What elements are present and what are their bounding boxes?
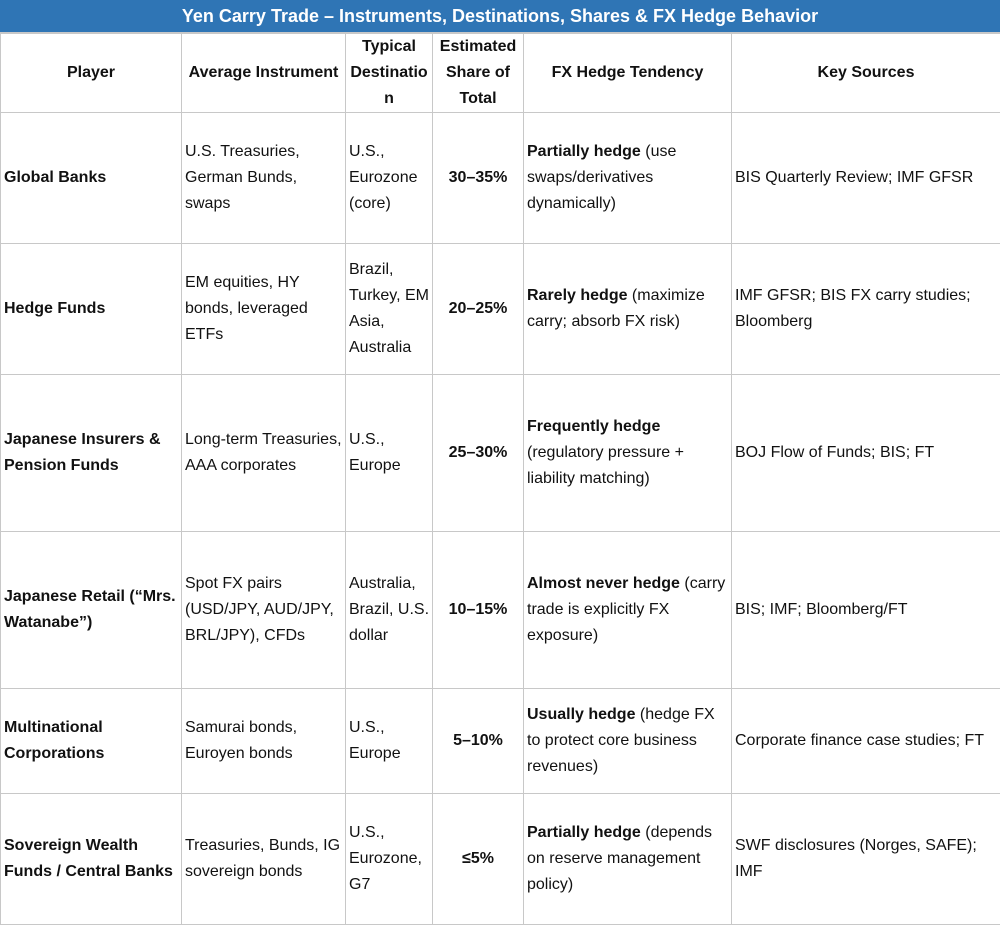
header-instrument: Average Instrument: [182, 34, 346, 113]
hedge-detail: (depends on reserve management policy): [527, 824, 712, 893]
table-row: [1, 244, 1000, 375]
cell-hedge: [524, 532, 732, 689]
header-destination: Typical Destination: [346, 34, 433, 113]
cell-share: ≤5%: [433, 794, 524, 925]
cell-share: 10–15%: [433, 532, 524, 689]
hedge-level: Almost never hedge: [527, 575, 680, 592]
cell-player: Global Banks: [1, 113, 182, 244]
cell-hedge: [524, 244, 732, 375]
cell-sources: BIS Quarterly Review; IMF GFSR: [732, 113, 1000, 244]
cell-hedge: [524, 375, 732, 532]
cell-destination: U.S., Eurozone (core): [346, 113, 433, 244]
cell-sources: Corporate finance case studies; FT: [732, 689, 1000, 794]
cell-player: Sovereign Wealth Funds / Central Banks: [1, 794, 182, 925]
cell-player: Hedge Funds: [1, 244, 182, 375]
table-row: [1, 113, 1000, 244]
cell-sources: BIS; IMF; Bloomberg/FT: [732, 532, 1000, 689]
cell-destination: Brazil, Turkey, EM Asia, Australia: [346, 244, 433, 375]
cell-sources: SWF disclosures (Norges, SAFE); IMF: [732, 794, 1000, 925]
cell-player: Multinational Corporations: [1, 689, 182, 794]
cell-destination: Australia, Brazil, U.S. dollar: [346, 532, 433, 689]
cell-instrument: Spot FX pairs (USD/JPY, AUD/JPY, BRL/JPY), CFDs: [182, 532, 346, 689]
cell-hedge: [524, 794, 732, 925]
hedge-level: Partially hedge: [527, 824, 641, 841]
cell-share: 30–35%: [433, 113, 524, 244]
cell-instrument: EM equities, HY bonds, leveraged ETFs: [182, 244, 346, 375]
cell-instrument: U.S. Treasuries, German Bunds, swaps: [182, 113, 346, 244]
hedge-detail: (carry trade is explicitly FX exposure): [527, 575, 725, 644]
hedge-detail: (maximize carry; absorb FX risk): [527, 287, 705, 330]
hedge-level: Rarely hedge: [527, 287, 627, 304]
header-player: Player: [1, 34, 182, 113]
header-row: [1, 34, 1000, 113]
header-sources: Key Sources: [732, 34, 1000, 113]
cell-instrument: Treasuries, Bunds, IG sovereign bonds: [182, 794, 346, 925]
table-row: [1, 689, 1000, 794]
table-row: [1, 532, 1000, 689]
hedge-level: Usually hedge: [527, 706, 635, 723]
cell-destination: U.S., Europe: [346, 689, 433, 794]
cell-share: 25–30%: [433, 375, 524, 532]
table-row: [1, 794, 1000, 925]
cell-instrument: Samurai bonds, Euroyen bonds: [182, 689, 346, 794]
carry-trade-table: [0, 33, 1000, 925]
hedge-level: Partially hedge: [527, 143, 641, 160]
cell-player: Japanese Insurers & Pension Funds: [1, 375, 182, 532]
cell-hedge: [524, 113, 732, 244]
cell-destination: U.S., Eurozone, G7: [346, 794, 433, 925]
table-row: [1, 375, 1000, 532]
hedge-level: Frequently hedge: [527, 418, 660, 435]
cell-hedge: [524, 689, 732, 794]
cell-destination: U.S., Europe: [346, 375, 433, 532]
cell-instrument: Long-term Treasuries, AAA corporates: [182, 375, 346, 532]
table-title: Yen Carry Trade – Instruments, Destinations, Shares & FX Hedge Behavior: [0, 0, 1000, 33]
cell-sources: IMF GFSR; BIS FX carry studies; Bloomberg: [732, 244, 1000, 375]
cell-sources: BOJ Flow of Funds; BIS; FT: [732, 375, 1000, 532]
cell-player: Japanese Retail (“Mrs. Watanabe”): [1, 532, 182, 689]
cell-share: 5–10%: [433, 689, 524, 794]
hedge-detail: (hedge FX to protect core business revenues): [527, 706, 715, 775]
header-hedge: FX Hedge Tendency: [524, 34, 732, 113]
header-share: Estimated Share of Total: [433, 34, 524, 113]
hedge-detail: (regulatory pressure + liability matching): [527, 444, 684, 487]
hedge-detail: (use swaps/derivatives dynamically): [527, 143, 676, 212]
cell-share: 20–25%: [433, 244, 524, 375]
